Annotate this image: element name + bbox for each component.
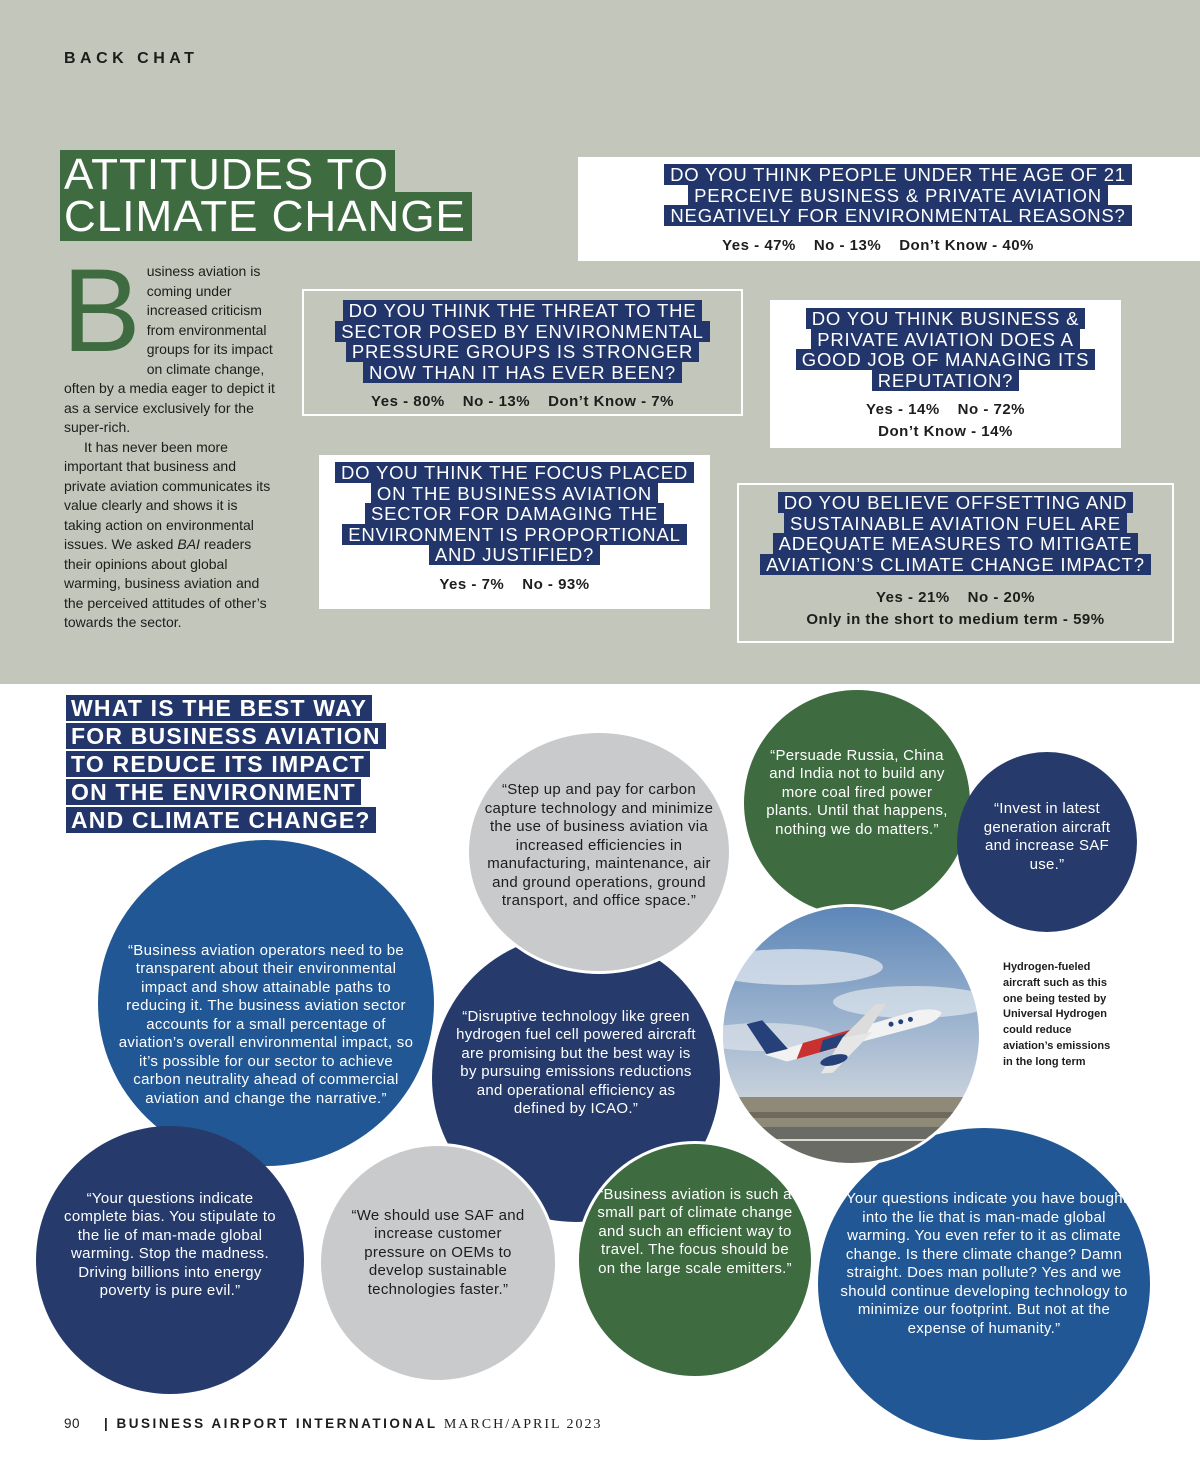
hydrogen-aircraft-photo	[720, 904, 982, 1166]
quote-bubble-operators: “Business aviation operators need to be transparent about their environmental impact and show attainable paths to reducing it. The business aviation sector accounts for a small percentage of aviation’s overall environmental impact, so it’s possible for our sector to achieve carbon neutrality ahead of commercial aviation and change the narrative.”	[98, 840, 434, 1166]
answer-row: Yes - 47% No - 13% Don’t Know - 40%	[722, 236, 1034, 254]
survey-question-reputation	[770, 300, 1121, 448]
answer-row: Yes - 7% No - 93%	[439, 575, 590, 593]
intro-text	[62, 245, 276, 633]
article-title	[60, 150, 520, 241]
survey-question-offsetting-saf	[737, 483, 1174, 643]
survey-question-pressure-groups	[302, 289, 743, 416]
quote-bubble-step-up: “Step up and pay for carbon capture technology and minimize the use of business aviation via increased efficiencies in manufacturing, maintenance, air and ground operations, ground transport, and office space.”	[466, 730, 732, 974]
quote-bubble-small-part: “Business aviation is such a small part of climate change and such an efficient way to travel. The focus should be on the large scale emitters.”	[576, 1141, 814, 1379]
aircraft-image-icon	[723, 907, 979, 1163]
answer-row: Yes - 80% No - 13% Don’t Know - 7%	[371, 393, 674, 410]
answer-row: Yes - 14% No - 72% Don’t Know - 14%	[865, 401, 1026, 440]
intro-paragraph-2: It has never been more important that business and private aviation communicates its value clearly and shows it is taking action on environmental issues. We asked BAI readers their opinions about global warming, business aviation and the perceived attitudes of other’s towards the sector.	[64, 438, 271, 630]
best-way-heading-text: WHAT IS THE BEST WAY FOR BUSINESS AVIATION TO REDUCE ITS IMPACT ON THE ENVIRONMENT AND CLIMATE CHANGE?	[66, 695, 386, 833]
photo-caption: Hydrogen-fueled aircraft such as this one being tested by Universal Hydrogen could reduce aviation’s emissions in the long term	[1003, 961, 1111, 1068]
survey-question-under-21	[578, 157, 1200, 261]
quote-bubble-saf: “We should use SAF and increase customer pressure on OEMs to develop sustainable technologies faster.”	[318, 1143, 558, 1383]
best-way-heading	[66, 694, 406, 834]
quote-bubble-invest: “Invest in latest generation aircraft and increase SAF use.”	[957, 752, 1137, 932]
quote-bubble-disruptive: “Disruptive technology like green hydrogen fuel cell powered aircraft are promising but the best way is by pursuing emissions reductions and operational efficiency as defined by ICAO.”	[432, 934, 720, 1222]
question-text: DO YOU THINK THE THREAT TO THE SECTOR POSED BY ENVIRONMENTAL PRESSURE GROUPS IS STRONGER NOW THAN IT HAS EVER BEEN?	[335, 300, 709, 383]
quote-bubble-bought-lie: “Your questions indicate you have bought into the lie that is man-made global warming. You even refer to it as climate change. Is there climate change? Damn straight. Does man pollute? Yes and we should continue developing technology to minimize our footprint. But not at the expense of humanity.”	[818, 1128, 1150, 1440]
page-footer	[64, 1416, 603, 1433]
publication-name: | BUSINESS AIRPORT INTERNATIONAL	[104, 1416, 438, 1431]
answer-row: Yes - 21% No - 20% Only in the short to medium term - 59%	[806, 589, 1105, 628]
page-number: 90	[64, 1416, 81, 1431]
question-text: DO YOU THINK THE FOCUS PLACED ON THE BUSINESS AVIATION SECTOR FOR DAMAGING THE ENVIRONMENT IS PROPORTIONAL AND JUSTIFIED?	[335, 462, 694, 565]
quote-bubble-persuade: “Persuade Russia, China and India not to build any more coal fired power plants. Until that happens, nothing we do matters.”	[744, 690, 970, 916]
question-text: DO YOU THINK PEOPLE UNDER THE AGE OF 21 PERCEIVE BUSINESS & PRIVATE AVIATION NEGATIVELY FOR ENVIRONMENTAL REASONS?	[664, 164, 1132, 226]
issue-date: MARCH/APRIL 2023	[443, 1417, 603, 1432]
survey-question-focus-justified	[319, 455, 710, 609]
section-label: BACK CHAT	[64, 50, 199, 67]
drop-cap: B	[62, 245, 141, 377]
quote-bubble-bias: “Your questions indicate complete bias. You stipulate to the lie of man-made global warming. Stop the madness. Driving billions into energy poverty is pure evil.”	[36, 1126, 304, 1394]
intro-paragraph-1: usiness aviation is coming under increased criticism from environmental groups for its impact on climate change, often by a media eager to depict it as a service exclusively for the super-rich.	[64, 263, 275, 435]
question-text: DO YOU BELIEVE OFFSETTING AND SUSTAINABLE AVIATION FUEL ARE ADEQUATE MEASURES TO MITIGATE AVIATION’S CLIMATE CHANGE IMPACT?	[760, 492, 1151, 575]
question-text: DO YOU THINK BUSINESS & PRIVATE AVIATION DOES A GOOD JOB OF MANAGING ITS REPUTATION?	[796, 308, 1095, 391]
article-title-text: ATTITUDES TO CLIMATE CHANGE	[60, 150, 472, 241]
